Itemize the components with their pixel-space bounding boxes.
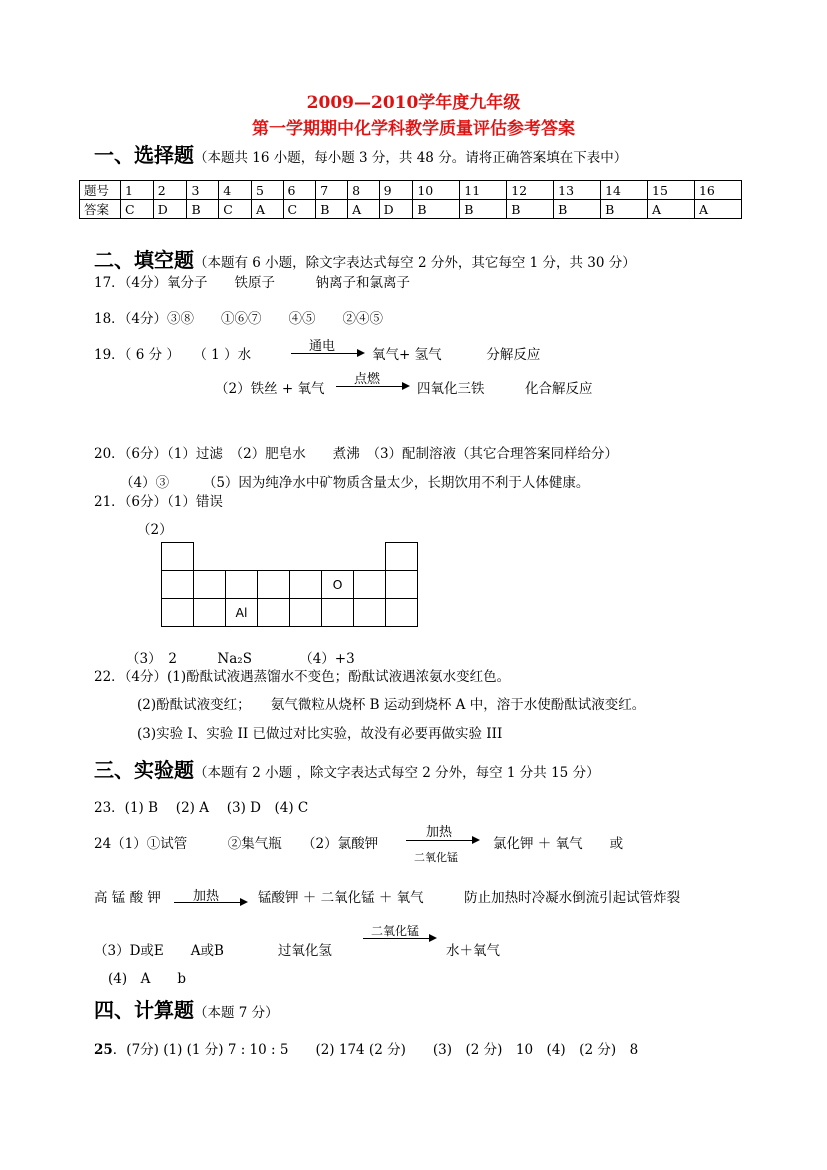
answer-cell: B [187,200,219,219]
q24-arrow2-top-label: 加热 [193,889,220,904]
answer-cell: B [601,200,648,219]
question-number-cell: 2 [153,181,187,200]
row-label-number: 题号 [80,181,121,200]
q19-line2-products: 四氧化三铁 化合解反应 [417,381,593,397]
q24-reaction-arrow-3 [363,938,435,939]
pt-cell [258,571,290,599]
pt-cell [386,543,418,571]
pt-cell [194,571,226,599]
question-number-cell: 14 [601,181,648,200]
q24-arrow1-top-label: 加热 [426,825,453,840]
pt-cell [386,599,418,627]
question-number-cell: 1 [121,181,154,200]
answer-cell: A [648,200,695,219]
q25-number: 25 [94,1042,113,1058]
answer-cell: B [554,200,601,219]
q24-arrow3-top-label: 二氧化锰 [371,924,420,938]
pt-cell [162,543,194,571]
q24-reaction-arrow-2 [174,902,246,903]
question-number-cell: 16 [694,181,741,200]
answer-cell: C [219,200,252,219]
question-number-cell: 11 [460,181,507,200]
pt-cell [162,571,194,599]
answer-table-answer-row [80,200,742,219]
q24-line3-right: 水＋氧气 [446,943,500,959]
answer-cell: B [316,200,348,219]
pt-cell-aluminum: Al [226,599,258,627]
section-1-heading [94,139,627,168]
answer-cell: A [252,200,284,219]
q19-arrow2-label: 点燃 [354,372,381,387]
answer-table [79,180,742,219]
answer-cell: B [460,200,507,219]
q24-line2-right: 锰酸钾 ＋ 二氧化锰 ＋ 氧气 防止加热时冷凝水倒流引起试管炸裂 [258,890,681,906]
q24-line4: (4) A b [108,971,187,987]
question-number-cell: 12 [507,181,554,200]
q19-line1-products: 氧气+ 氢气 分解反应 [372,347,541,363]
pt-cell [290,571,322,599]
q20-line1: 20．（6分）（1）过滤 （2）肥皂水 煮沸 （3）配制溶液（其它合理答案同样给分） [94,446,619,462]
question-number-cell: 6 [283,181,316,200]
pt-cell [162,599,194,627]
q17-answer: 17．（4分）氧分子 铁原子 钠离子和氯离子 [94,275,411,291]
section-1-note: （本题共 16 小题，每小题 3 分，共 48 分。请将正确答案填在下表中） [194,150,628,166]
answer-cell: C [283,200,316,219]
q21-line3: （3） 2 Na₂S （4）+3 [126,651,355,667]
periodic-table-fragment [161,542,418,627]
row-label-answer: 答案 [80,200,121,219]
q22-line1: 22．（4分）(1)酚酞试液遇蒸馏水不变色；酚酞试液遇浓氨水变红色。 [94,669,511,685]
pt-cell [194,599,226,627]
answer-table-number-row [80,181,742,200]
q24-line3-left: （3）D或E A或B 过氧化氢 [94,943,332,959]
q21-line2: （2） [137,522,173,538]
q19-line1-left: 19．（ 6 分 ） （ 1 ）水 [94,347,252,363]
answer-cell: D [379,200,413,219]
pt-cell [322,599,354,627]
q23-answer: 23．(1) B (2) A (3) D (4) C [94,800,309,816]
pt-cell [354,571,386,599]
section-3-note: （本题有 2 小题 ，除文字表达式每空 2 分外，每空 1 分共 15 分） [194,765,600,781]
answer-cell: A [694,200,741,219]
q19-reaction-arrow-1 [291,353,363,354]
title-line-1: 2009—2010学年度九年级 [306,93,521,113]
section-4-heading [94,994,279,1023]
section-3-heading [94,754,600,783]
answer-cell: B [507,200,554,219]
answer-cell: C [121,200,154,219]
section-2-heading [94,244,636,273]
section-4-title: 四、计算题 [94,998,194,1022]
q22-line3: (3)实验 I、实验 II 已做过对比实验，故没有必要再做实验 III [137,726,503,742]
title-line-2: 第一学期期中化学科教学质量评估参考答案 [252,119,575,139]
question-number-cell: 3 [187,181,219,200]
q24-line1-left: 24（1）①试管 ②集气瓶 （2）氯酸钾 [94,836,379,852]
section-2-note: （本题有 6 小题，除文字表达式每空 2 分外，其它每空 1 分，共 30 分） [194,255,636,271]
q19-arrow1-label: 通电 [309,339,336,354]
q22-line2: (2)酚酞试液变红； 氨气微粒从烧杯 B 运动到烧杯 A 中，溶于水使酚酞试液变红。 [137,697,646,713]
pt-cell [226,571,258,599]
section-4-note: （本题 7 分） [194,1005,279,1021]
answer-cell: A [348,200,380,219]
pt-cell [258,599,290,627]
section-2-title: 二、填空题 [94,248,194,272]
pt-cell [354,599,386,627]
q24-line2-left: 高 锰 酸 钾 [94,890,161,906]
q24-reaction-arrow-1 [406,840,478,841]
question-number-cell: 7 [316,181,348,200]
question-number-cell: 15 [648,181,695,200]
q20-line2: （4）③ （5）因为纯净水中矿物质含量太少，长期饮用不利于人体健康。 [120,475,590,491]
question-number-cell: 4 [219,181,252,200]
pt-cell-oxygen: O [322,571,354,599]
q25-text: ．(7分) (1) (1 分) 7 : 10 : 5 (2) 174 (2 分) (3) (2 分) 10 (4) (2 分) 8 [112,1042,639,1058]
answer-cell: D [153,200,187,219]
question-number-cell: 9 [379,181,413,200]
q24-line1-products: 氯化钾 ＋ 氧气 或 [493,836,624,852]
pt-cell [386,571,418,599]
answer-cell: B [413,200,460,219]
q19-line2-left: （2）铁丝 + 氧气 [215,381,325,397]
question-number-cell: 10 [413,181,460,200]
q24-arrow1-bottom-label: 二氧化锰 [414,851,458,864]
question-number-cell: 13 [554,181,601,200]
section-3-title: 三、实验题 [94,758,194,782]
q25-answer [94,1038,638,1058]
q19-reaction-arrow-2 [336,386,408,387]
pt-cell [290,599,322,627]
question-number-cell: 8 [348,181,380,200]
question-number-cell: 5 [252,181,284,200]
section-1-title: 一、选择题 [94,143,194,167]
q18-answer: 18．（4分）③⑧ ①⑥⑦ ④⑤ ②④⑤ [94,311,384,327]
q21-line1: 21．（6分）（1）错误 [94,494,223,510]
